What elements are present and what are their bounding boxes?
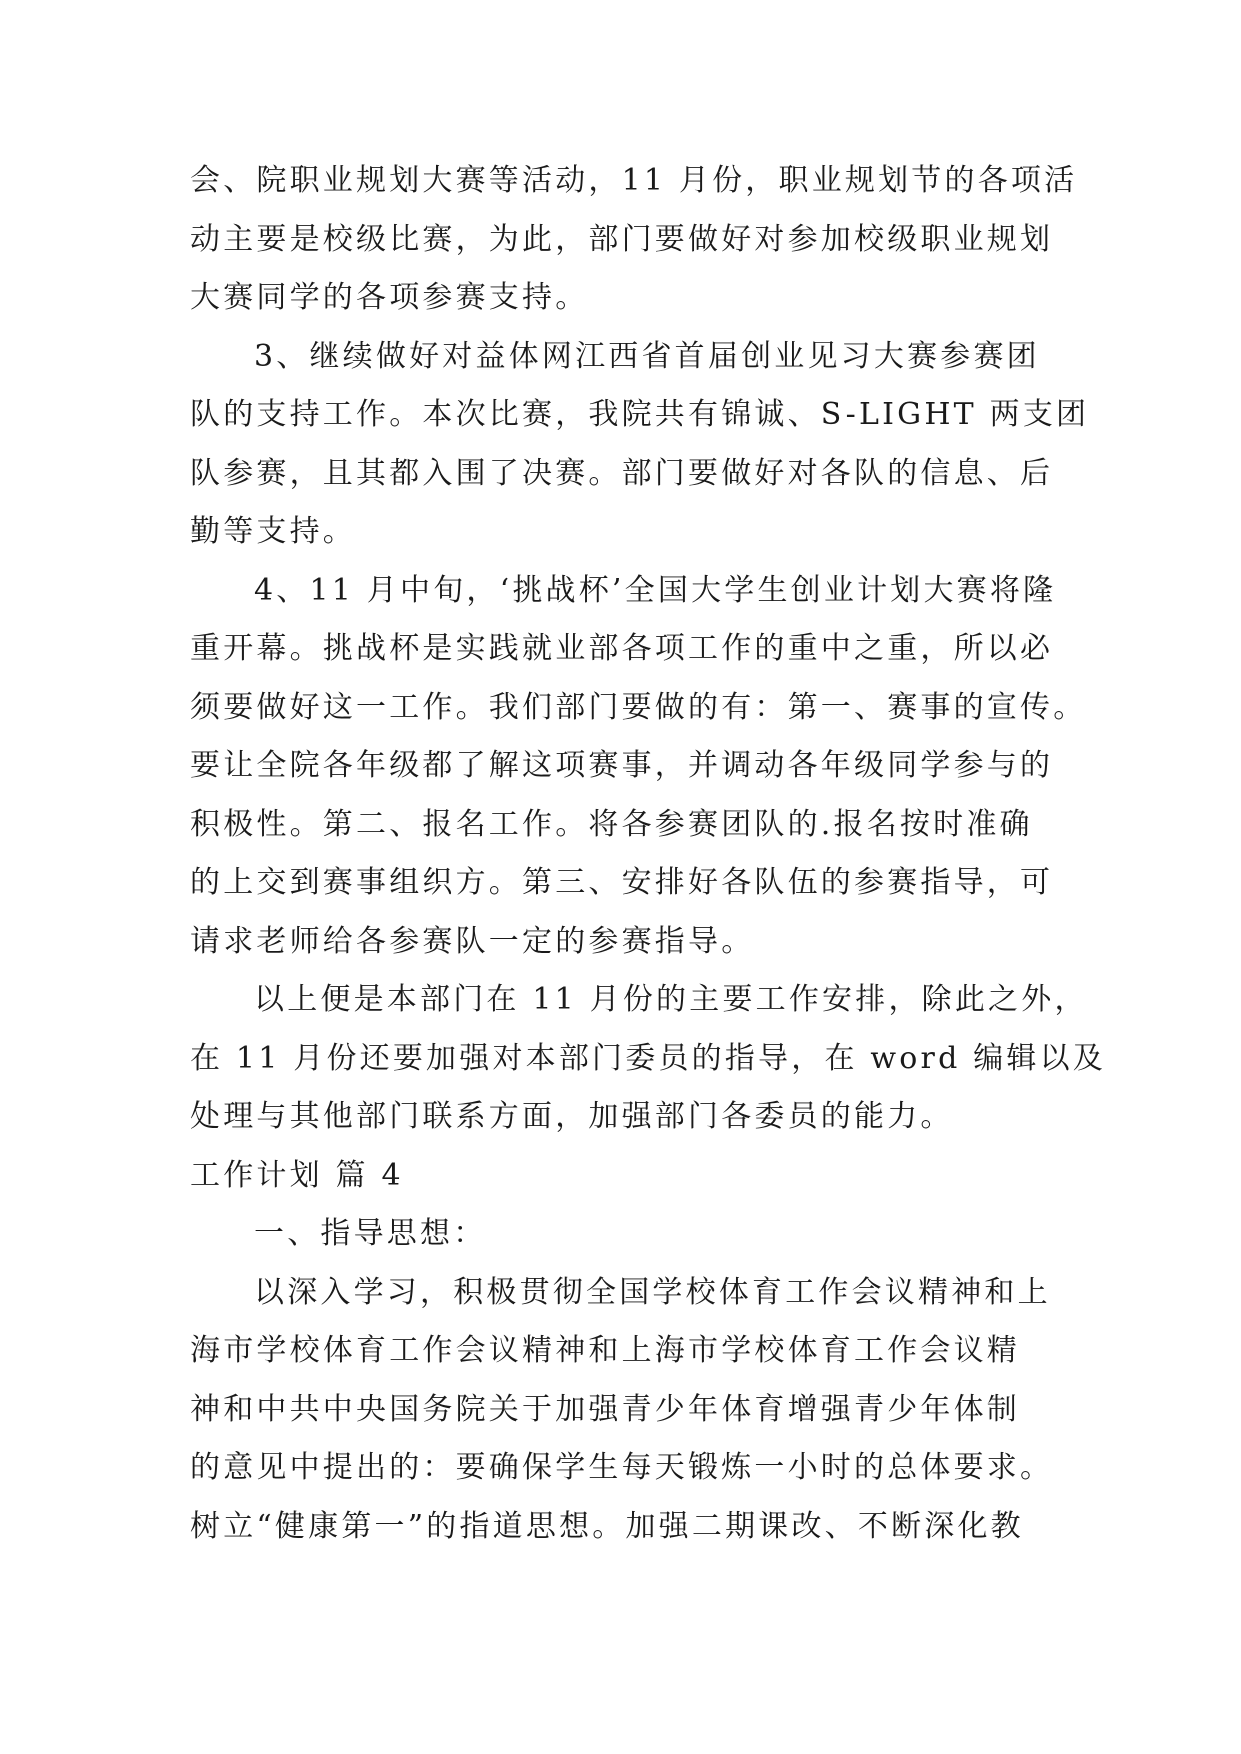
subsection-heading: 一、指导思想： bbox=[254, 1216, 487, 1251]
text-line: 须要做好这一工作。我们部门要做的有：第一、赛事的宣传。 bbox=[190, 689, 1087, 725]
text-line: 要让全院各年级都了解这项赛事，并调动各年级同学参与的 bbox=[190, 748, 1054, 783]
document-page bbox=[190, 152, 1107, 1556]
text-line: 的上交到赛事组织方。第三、安排好各队伍的参赛指导，可 bbox=[190, 865, 1054, 900]
text-line: 神和中共中央国务院关于加强青少年体育增强青少年体制 bbox=[190, 1391, 1020, 1427]
text-line: 请求老师给各参赛队一定的参赛指导。 bbox=[190, 923, 755, 959]
text-line: 处理与其他部门联系方面，加强部门各委员的能力。 bbox=[190, 1099, 954, 1134]
text-line: 队的支持工作。本次比赛，我院共有锦诚、S-LIGHT 两支团 bbox=[190, 397, 1090, 432]
text-line: 积极性。第二、报名工作。将各参赛团队的.报名按时准确 bbox=[190, 806, 1033, 842]
text-line: 的意见中提出的：要确保学生每天锻炼一小时的总体要求。 bbox=[190, 1450, 1054, 1485]
paragraph-start-line: 以深入学习，积极贯彻全国学校体育工作会议精神和上 bbox=[254, 1274, 1051, 1310]
text-line: 会、院职业规划大赛等活动，11 月份，职业规划节的各项活 bbox=[190, 163, 1078, 198]
text-line: 队参赛，且其都入围了决赛。部门要做好对各队的信息、后 bbox=[190, 455, 1054, 491]
text-line: 勤等支持。 bbox=[190, 514, 356, 549]
text-line: 重开幕。挑战杯是实践就业部各项工作的重中之重，所以必 bbox=[190, 631, 1054, 666]
paragraph-start-line: 4、11 月中旬，‘挑战杯’全国大学生创业计划大赛将隆 bbox=[254, 572, 1057, 608]
paragraph-start-line: 以上便是本部门在 11 月份的主要工作安排，除此之外， bbox=[254, 982, 1088, 1017]
text-line: 动主要是校级比赛，为此，部门要做好对参加校级职业规划 bbox=[190, 221, 1054, 257]
text-line: 在 11 月份还要加强对本部门委员的指导，在 word 编辑以及 bbox=[190, 1040, 1107, 1076]
text-line: 树立“健康第一”的指道思想。加强二期课改、不断深化教 bbox=[190, 1508, 1024, 1544]
section-heading: 工作计划 篇 4 bbox=[190, 1157, 404, 1193]
paragraph-start-line: 3、继续做好对益体网江西省首届创业见习大赛参赛团 bbox=[254, 338, 1040, 374]
text-line: 海市学校体育工作会议精神和上海市学校体育工作会议精 bbox=[190, 1333, 1020, 1368]
text-line: 大赛同学的各项参赛支持。 bbox=[190, 280, 589, 315]
